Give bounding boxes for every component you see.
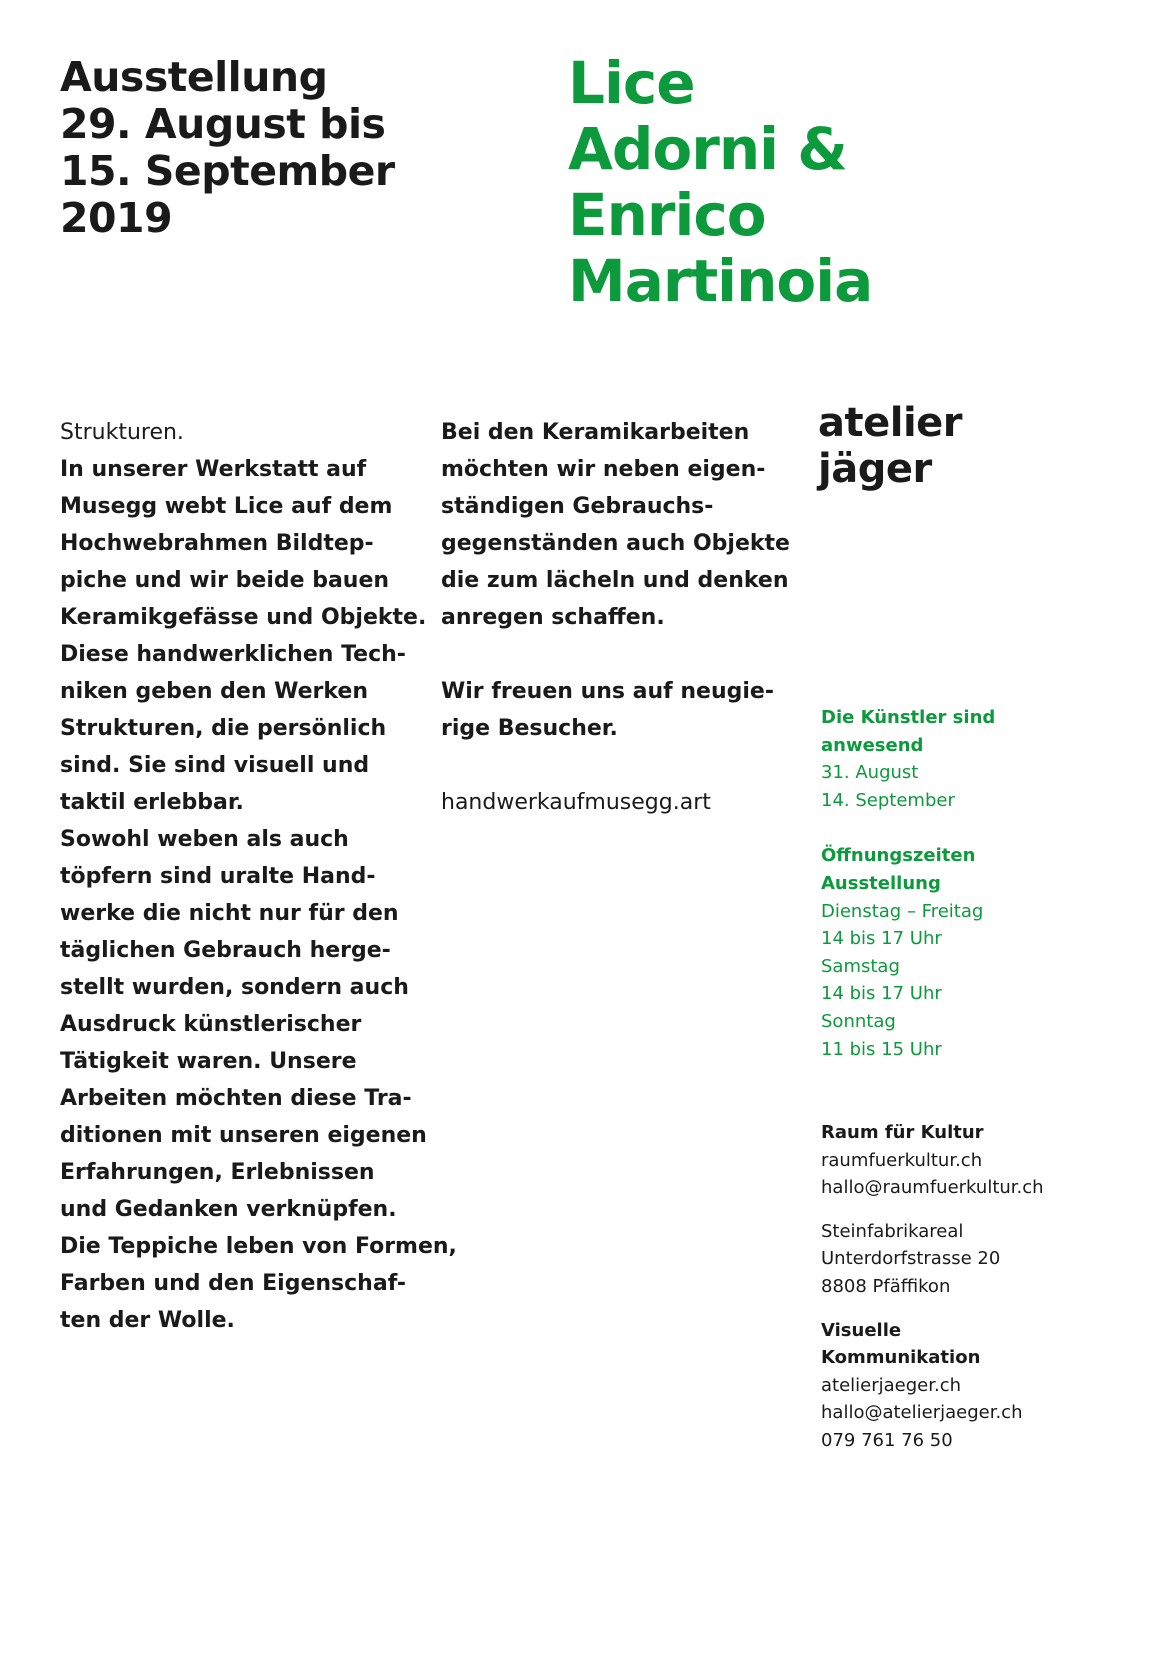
contact-section — [821, 1119, 1044, 1455]
design-email-link[interactable]: hallo@atelierjaeger.ch — [821, 1402, 1023, 1424]
heading-line: Adorni & — [568, 115, 847, 183]
text-line: sind. Sie sind visuell und — [60, 753, 370, 778]
venue-email-link[interactable]: hallo@raumfuerkultur.ch — [821, 1177, 1044, 1199]
intro-text-column — [60, 414, 457, 1339]
artists-heading — [568, 50, 872, 314]
text-line: anregen schaffen. — [441, 605, 665, 630]
text-line: und Gedanken verknüpfen. — [60, 1197, 397, 1222]
heading-line: 29. August bis — [60, 100, 386, 148]
text-line: piche und wir beide bauen — [60, 568, 390, 593]
artists-present-section — [821, 704, 995, 1063]
text-line: die zum lächeln und denken — [441, 568, 789, 593]
venue-title: Raum für Kultur — [821, 1122, 984, 1143]
address-line: Steinfabrikareal — [821, 1220, 964, 1242]
heading-line: Martinoia — [568, 247, 873, 315]
opening-hours — [821, 898, 995, 1064]
date: 31. August — [821, 762, 919, 784]
text-line: töpfern sind uralte Hand- — [60, 864, 376, 889]
heading-line: 15. September — [60, 147, 395, 195]
text-line: gegenständen auch Objekte — [441, 531, 790, 556]
text-line: stellt wurden, sondern auch — [60, 975, 409, 1000]
ceramics-paragraph — [441, 414, 790, 636]
text-line: täglichen Gebrauch herge- — [60, 938, 391, 963]
text-line: Farben und den Eigenschaf- — [60, 1271, 407, 1296]
text-line: werke die nicht nur für den — [60, 901, 399, 926]
text-line: 14 bis 17 Uhr — [821, 983, 942, 1005]
address-line: 8808 Pfäffikon — [821, 1275, 951, 1297]
design-phone: 079 761 76 50 — [821, 1429, 953, 1451]
text-line: Tätigkeit waren. Unsere — [60, 1049, 357, 1074]
text-line: Keramikgefässe und Objekte. — [60, 605, 427, 630]
text-line: ten der Wolle. — [60, 1308, 235, 1333]
design-website-link[interactable]: atelierjaeger.ch — [821, 1374, 962, 1396]
text-line: Sonntag — [821, 1010, 896, 1032]
text-line: taktil erlebbar. — [60, 790, 244, 815]
text-line: Bei den Keramikarbeiten — [441, 420, 750, 445]
text-line: Wir freuen uns auf neugie- — [441, 679, 774, 704]
text-line: Strukturen. — [60, 420, 184, 445]
text-line: Diese handwerklichen Tech- — [60, 642, 406, 667]
second-text-column — [441, 414, 790, 821]
section-title: Ausstellung — [821, 872, 941, 894]
text-line: Ausdruck künstlerischer — [60, 1012, 362, 1037]
address-line: Unterdorfstrasse 20 — [821, 1248, 1001, 1270]
text-line: In unserer Werkstatt auf — [60, 457, 367, 482]
text-line: möchten wir neben eigen- — [441, 457, 766, 482]
heading-line: Ausstellung — [60, 53, 328, 101]
text-line: Strukturen, die persönlich — [60, 716, 387, 741]
text-line: Sowohl weben als auch — [60, 827, 349, 852]
section-title: anwesend — [821, 734, 924, 756]
logo-line: atelier — [818, 400, 963, 446]
visitors-paragraph — [441, 673, 790, 747]
venue-website-link[interactable]: raumfuerkultur.ch — [821, 1149, 983, 1171]
text-line: ditionen mit unseren eigenen — [60, 1123, 427, 1148]
section-title: Die Künstler sind — [821, 707, 996, 728]
date: 14. September — [821, 789, 955, 811]
text-line: 11 bis 15 Uhr — [821, 1038, 942, 1060]
atelier-jaeger-logo — [818, 400, 962, 492]
text-line: Musegg webt Lice auf dem — [60, 494, 393, 519]
text-line: Die Teppiche leben von Formen, — [60, 1234, 457, 1259]
website-link[interactable]: handwerkaufmusegg.art — [441, 790, 711, 815]
text-line: Arbeiten möchten diese Tra- — [60, 1086, 412, 1111]
text-line: niken geben den Werken — [60, 679, 369, 704]
heading-line: Enrico — [568, 181, 766, 249]
section-title: Öffnungszeiten — [821, 845, 976, 867]
text-line: 14 bis 17 Uhr — [821, 928, 942, 950]
text-line: rige Besucher. — [441, 716, 618, 741]
text-line: ständigen Gebrauchs- — [441, 494, 714, 519]
logo-line: jäger — [818, 446, 932, 492]
design-title: Kommunikation — [821, 1347, 981, 1369]
text-line: Samstag — [821, 955, 900, 977]
text-line: Dienstag – Freitag — [821, 900, 984, 922]
intro-paragraph — [60, 451, 457, 1339]
design-title: Visuelle — [821, 1319, 902, 1341]
heading-line: 2019 — [60, 194, 173, 242]
text-line: Erfahrungen, Erlebnissen — [60, 1160, 375, 1185]
exhibition-dates-heading — [60, 54, 395, 242]
heading-line: Lice — [568, 49, 695, 117]
text-line: Hochwebrahmen Bildtep- — [60, 531, 374, 556]
